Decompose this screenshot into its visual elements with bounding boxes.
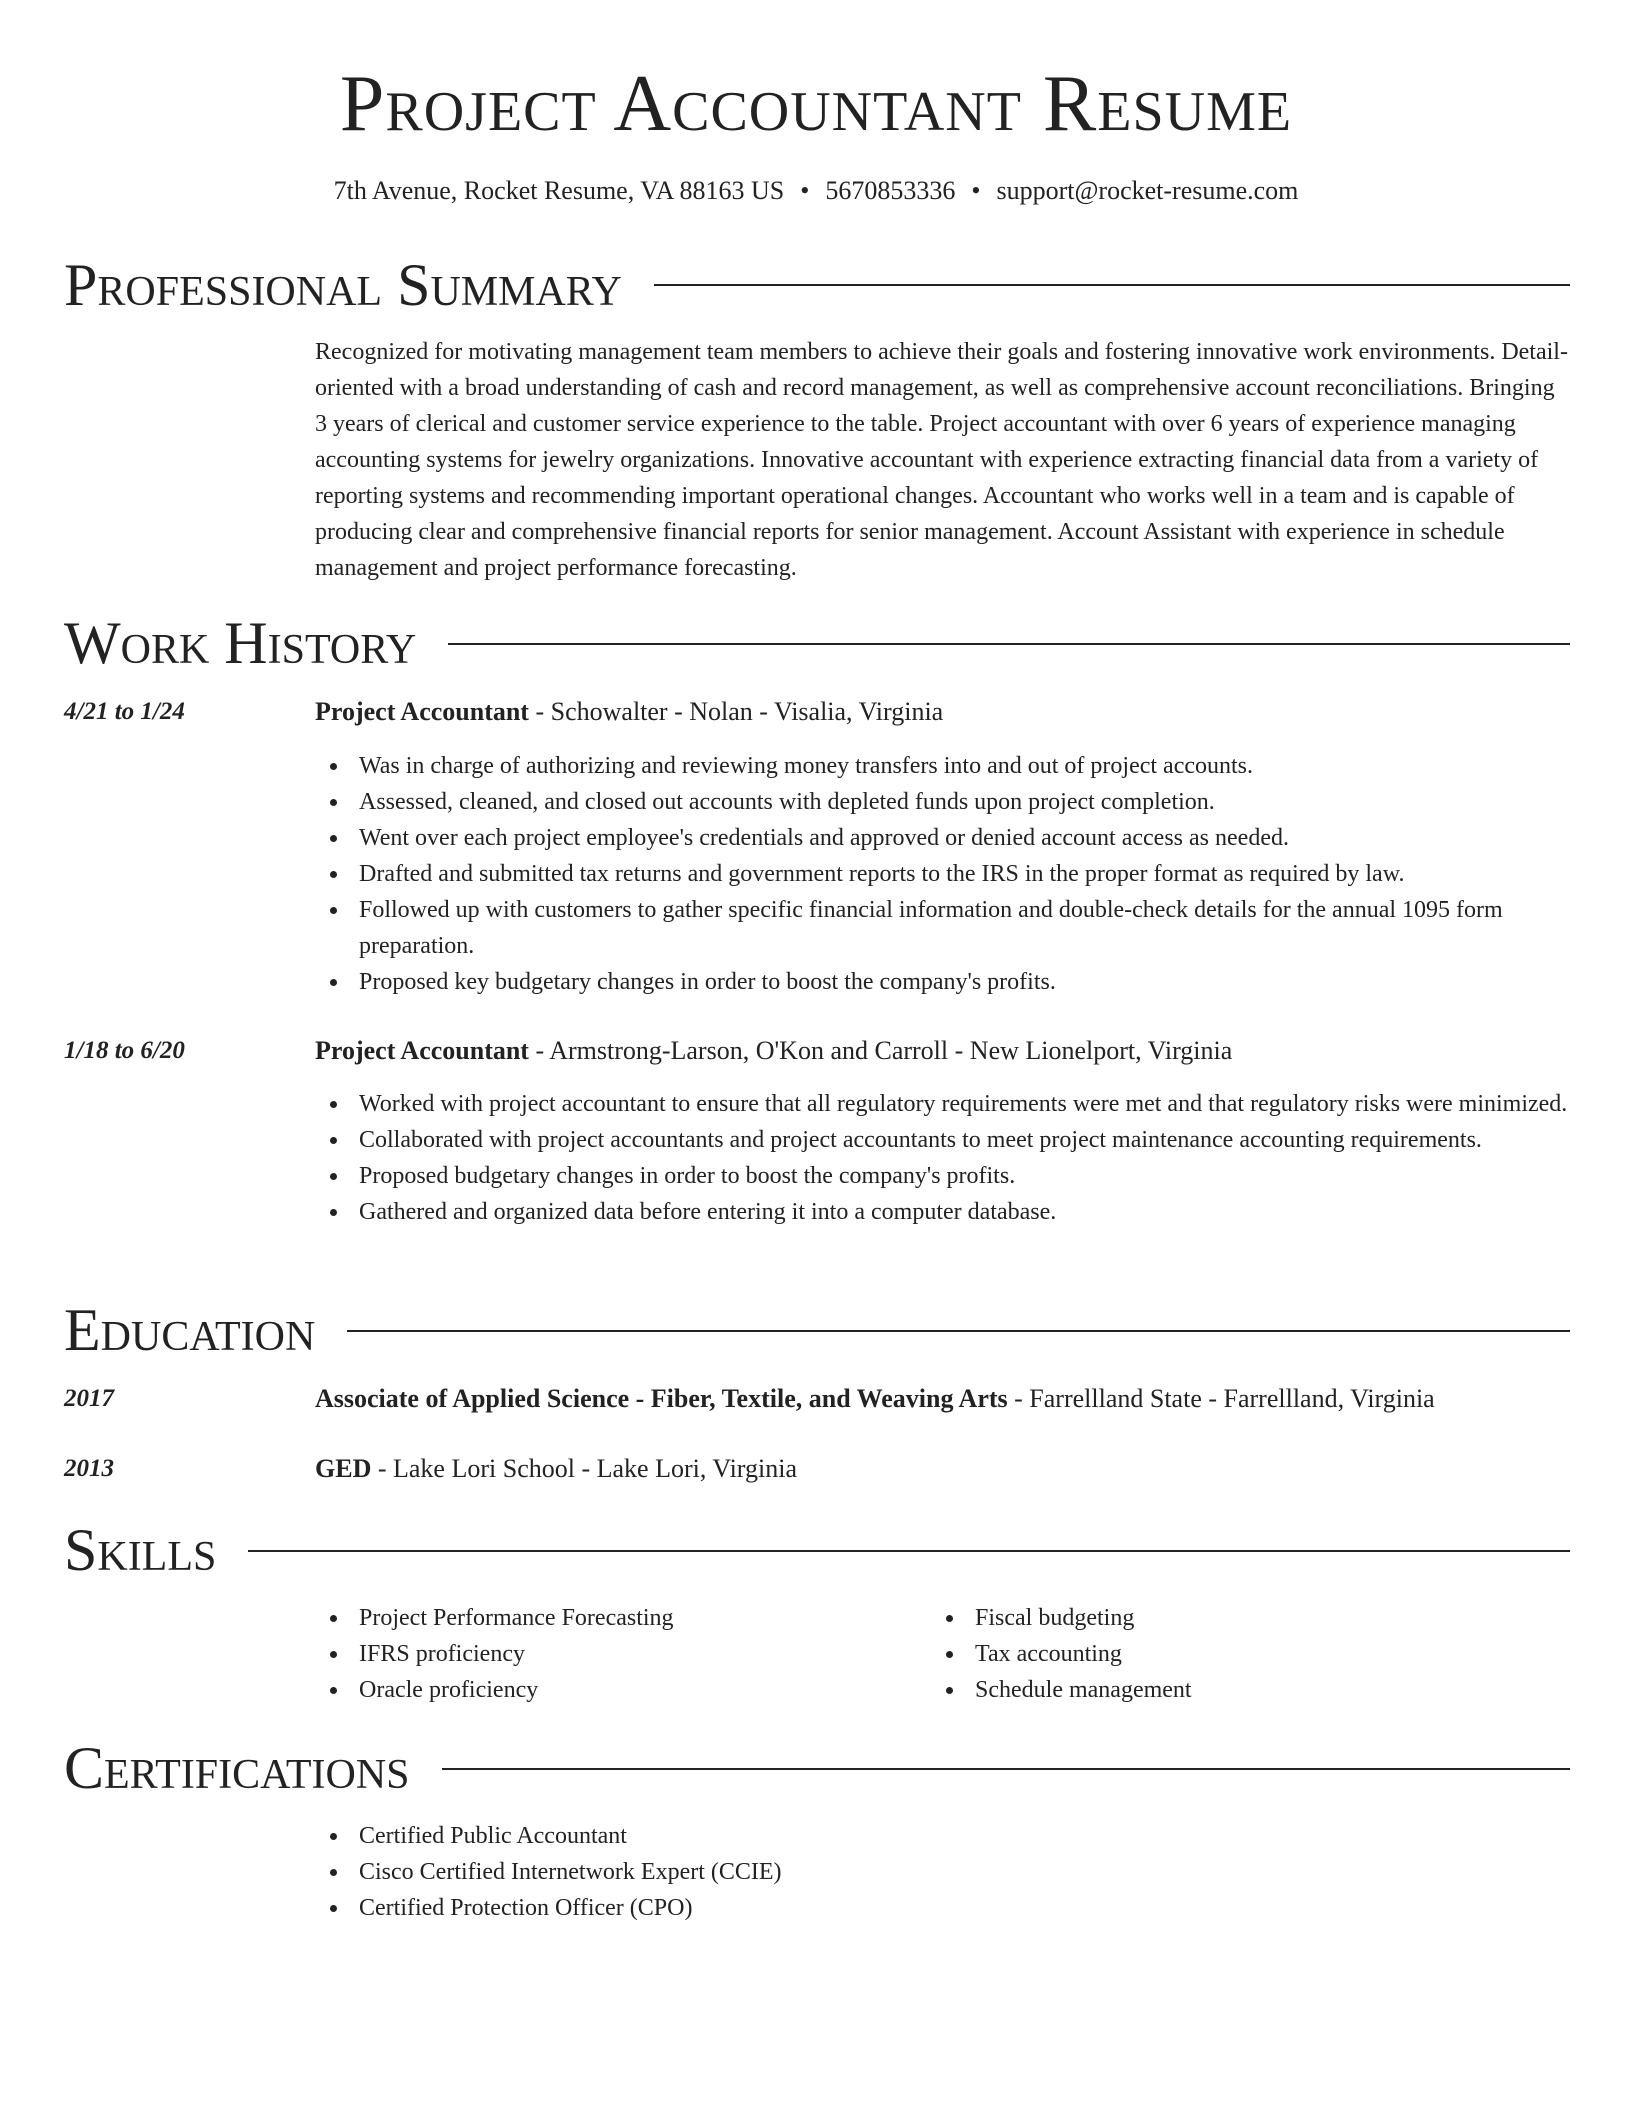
list-item: Was in charge of authorizing and reviewing money transfers into and out of project accounts.	[315, 748, 1570, 784]
list-item: Went over each project employee's credentials and approved or denied account access as needed.	[315, 820, 1570, 856]
skills-list-right	[931, 1600, 1570, 1708]
job-heading	[315, 694, 1570, 730]
education-year: 2017	[64, 1385, 114, 1412]
education-details: - Lake Lori School - Lake Lori, Virginia	[371, 1454, 797, 1483]
list-item: Gathered and organized data before entering it into a computer database.	[315, 1194, 1570, 1230]
list-item: Oracle proficiency	[315, 1672, 925, 1708]
section-heading-education: Education	[64, 1295, 347, 1365]
list-item: Cisco Certified Internetwork Expert (CCIE)	[315, 1854, 1570, 1890]
summary-text: Recognized for motivating management team members to achieve their goals and fostering innovative work environments. Detail-oriented with a broad understanding of cash and record management, as well as comprehensive account reconciliations. Bringing 3 years of clerical and customer service experience to the table. Project accountant with over 6 years of experience managing accounting systems for jewelry organizations. Innovative accountant with experience extracting financial data from a variety of reporting systems and recommending important operational changes. Accountant who works well in a team and is capable of producing clear and comprehensive financial reports for senior management. Account Assistant with experience in schedule management and project performance forecasting.	[315, 339, 1568, 581]
education-degree: Associate of Applied Science - Fiber, Textile, and Weaving Arts	[315, 1384, 1008, 1413]
education-degree: GED	[315, 1454, 372, 1483]
education-entry	[315, 1381, 1570, 1417]
section-heading-certifications: Certifications	[64, 1733, 442, 1803]
skills-list-left	[315, 1600, 925, 1708]
list-item: Certified Protection Officer (CPO)	[315, 1890, 1570, 1926]
job-bullets	[315, 1086, 1570, 1230]
education-details: - Farrellland State - Farrellland, Virginia	[1007, 1384, 1435, 1413]
list-item: Proposed key budgetary changes in order to boost the company's profits.	[315, 964, 1570, 1000]
list-item: Assessed, cleaned, and closed out accounts with depleted funds upon project completion.	[315, 784, 1570, 820]
section-divider	[64, 1550, 1570, 1552]
contact-email: support@rocket-resume.com	[996, 176, 1299, 205]
list-item: Proposed budgetary changes in order to boost the company's profits.	[315, 1158, 1570, 1194]
section-heading-work-history: Work History	[64, 608, 448, 678]
resume-title: Project Accountant Resume	[339, 60, 1293, 148]
section-heading-summary: Professional Summary	[64, 250, 654, 320]
list-item: Schedule management	[931, 1672, 1570, 1708]
certifications-list	[315, 1818, 1570, 1926]
list-item: Drafted and submitted tax returns and government reports to the IRS in the proper format as required by law.	[315, 856, 1570, 892]
job-dates: 1/18 to 6/20	[64, 1037, 185, 1064]
job-details: - Schowalter - Nolan - Visalia, Virginia	[528, 697, 944, 726]
job-title: Project Accountant	[315, 1036, 529, 1065]
job-heading	[315, 1033, 1570, 1069]
list-item: Worked with project accountant to ensure that all regulatory requirements were met and that regulatory risks were minimized.	[315, 1086, 1570, 1122]
list-item: Certified Public Accountant	[315, 1818, 1570, 1854]
contact-phone: 5670853336	[825, 176, 956, 205]
list-item: Tax accounting	[931, 1636, 1570, 1672]
list-item: Project Performance Forecasting	[315, 1600, 925, 1636]
list-item: Fiscal budgeting	[931, 1600, 1570, 1636]
contact-address: 7th Avenue, Rocket Resume, VA 88163 US	[333, 176, 785, 205]
section-heading-skills: Skills	[64, 1515, 248, 1585]
job-details: - Armstrong-Larson, O'Kon and Carroll - New Lionelport, Virginia	[528, 1036, 1233, 1065]
list-item: Followed up with customers to gather specific financial information and double-check details for the annual 1095 form preparation.	[315, 892, 1570, 964]
job-title: Project Accountant	[315, 697, 529, 726]
contact-separator: •	[800, 176, 810, 205]
contact-line	[0, 175, 1632, 207]
education-entry	[315, 1451, 1570, 1487]
job-dates: 4/21 to 1/24	[64, 698, 185, 725]
education-year: 2013	[64, 1455, 114, 1482]
job-bullets	[315, 748, 1570, 1000]
contact-separator: •	[971, 176, 981, 205]
list-item: IFRS proficiency	[315, 1636, 925, 1672]
list-item: Collaborated with project accountants and project accountants to meet project maintenance accounting requirements.	[315, 1122, 1570, 1158]
